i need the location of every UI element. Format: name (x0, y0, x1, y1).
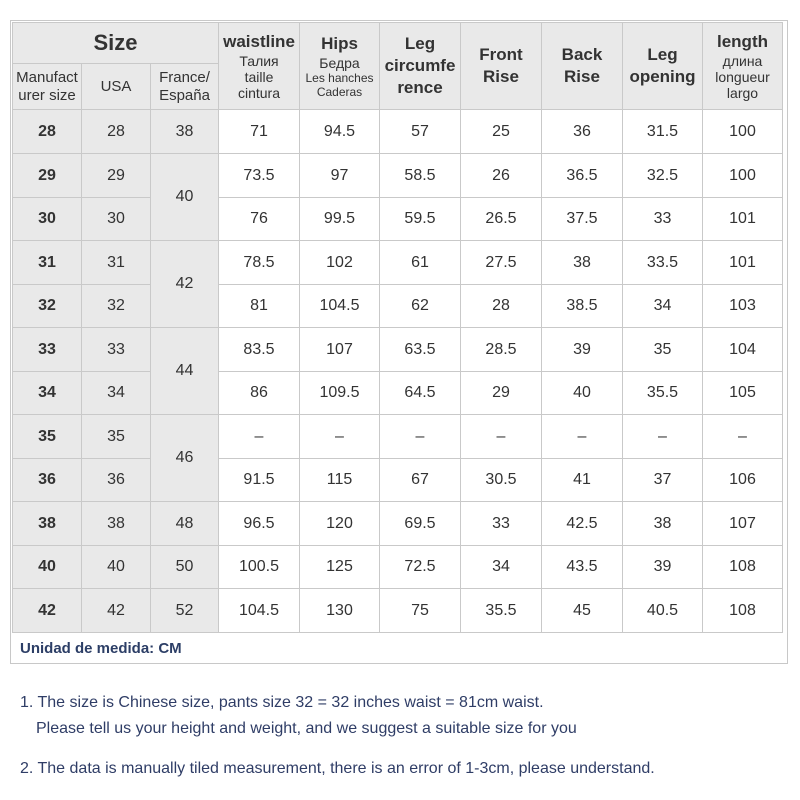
notes (20, 690, 790, 782)
table-row (12, 415, 783, 459)
length-cell: 108 (703, 546, 783, 589)
back-rise-cell: 38.5 (542, 285, 623, 328)
france-espana-size-cell: 46 (151, 415, 219, 502)
back-rise-header: Back Rise (542, 22, 623, 110)
length-cell: 105 (703, 372, 783, 415)
hips-header: Hips Бедра Les hanches Caderas (300, 22, 380, 110)
hips-cell: 120 (300, 502, 380, 546)
back-rise-cell: 45 (542, 589, 623, 633)
france-espana-size-cell: 52 (151, 589, 219, 633)
front-rise-cell: 26.5 (461, 198, 542, 241)
length-cell: 101 (703, 198, 783, 241)
front-rise-cell: 28.5 (461, 328, 542, 372)
waistline-cell: 91.5 (219, 459, 300, 502)
hips-cell: 130 (300, 589, 380, 633)
back-rise-cell: 36.5 (542, 154, 623, 198)
usa-size-cell: 32 (82, 285, 151, 328)
length-cell: 107 (703, 502, 783, 546)
table-row (12, 110, 783, 154)
waistline-cell: 81 (219, 285, 300, 328)
hips-cell: 97 (300, 154, 380, 198)
leg-circumference-cell: 69.5 (380, 502, 461, 546)
france-espana-size-cell: 50 (151, 546, 219, 589)
table-row (12, 241, 783, 285)
length-cell: 100 (703, 110, 783, 154)
back-rise-cell: 40 (542, 372, 623, 415)
waistline-cell: 83.5 (219, 328, 300, 372)
front-rise-cell: 29 (461, 372, 542, 415)
hips-cell: 94.5 (300, 110, 380, 154)
back-rise-cell: 38 (542, 241, 623, 285)
length-cell: 108 (703, 589, 783, 633)
usa-size-cell: 34 (82, 372, 151, 415)
back-rise-cell: – (542, 415, 623, 459)
usa-size-cell: 42 (82, 589, 151, 633)
manufacturer-size-cell: 34 (12, 372, 82, 415)
waistline-cell: 78.5 (219, 241, 300, 285)
length-header: length длина longueur largo (703, 22, 783, 110)
hips-cell: 109.5 (300, 372, 380, 415)
leg-circumference-cell: 57 (380, 110, 461, 154)
leg-opening-cell: 38 (623, 502, 703, 546)
back-rise-cell: 37.5 (542, 198, 623, 241)
leg-circumference-cell: 72.5 (380, 546, 461, 589)
manufacturer-size-cell: 33 (12, 328, 82, 372)
leg-circumference-cell: 63.5 (380, 328, 461, 372)
usa-size-cell: 31 (82, 241, 151, 285)
manufacturer-size-cell: 32 (12, 285, 82, 328)
back-rise-cell: 36 (542, 110, 623, 154)
front-rise-cell: 34 (461, 546, 542, 589)
leg-opening-cell: 40.5 (623, 589, 703, 633)
hips-cell: 102 (300, 241, 380, 285)
size-header: Size (12, 22, 219, 64)
back-rise-cell: 43.5 (542, 546, 623, 589)
leg-circumference-cell: 67 (380, 459, 461, 502)
table-row (12, 328, 783, 372)
france-espana-size-cell: 44 (151, 328, 219, 415)
front-rise-cell: 26 (461, 154, 542, 198)
usa-size-cell: 33 (82, 328, 151, 372)
leg-opening-cell: 31.5 (623, 110, 703, 154)
leg-circumference-cell: 59.5 (380, 198, 461, 241)
usa-size-cell: 35 (82, 415, 151, 459)
leg-opening-header: Leg opening (623, 22, 703, 110)
leg-circumference-cell: – (380, 415, 461, 459)
length-cell: 104 (703, 328, 783, 372)
leg-opening-cell: 35.5 (623, 372, 703, 415)
length-cell: 103 (703, 285, 783, 328)
usa-size-cell: 36 (82, 459, 151, 502)
table-row (12, 372, 783, 415)
front-rise-cell: 25 (461, 110, 542, 154)
length-cell: 100 (703, 154, 783, 198)
france-espana-size-cell: 42 (151, 241, 219, 328)
manufacturer-size-header: Manufact urer size (12, 64, 82, 110)
size-chart-table (12, 22, 783, 633)
usa-size-cell: 29 (82, 154, 151, 198)
front-rise-cell: 27.5 (461, 241, 542, 285)
table-row (12, 502, 783, 546)
table-row (12, 285, 783, 328)
waistline-cell: 100.5 (219, 546, 300, 589)
france-espana-header: France/ España (151, 64, 219, 110)
note-1: 1. The size is Chinese size, pants size 32 = 32 inches waist = 81cm waist. (20, 694, 544, 711)
leg-opening-cell: 39 (623, 546, 703, 589)
waistline-cell: 76 (219, 198, 300, 241)
leg-opening-cell: 34 (623, 285, 703, 328)
france-espana-size-cell: 40 (151, 154, 219, 241)
leg-circumference-header: Leg circumfe rence (380, 22, 461, 110)
length-cell: 101 (703, 241, 783, 285)
note-1-continued: Please tell us your height and weight, and we suggest a suitable size for you (36, 720, 577, 737)
waistline-cell: 73.5 (219, 154, 300, 198)
manufacturer-size-cell: 31 (12, 241, 82, 285)
manufacturer-size-cell: 42 (12, 589, 82, 633)
usa-size-cell: 30 (82, 198, 151, 241)
hips-cell: 125 (300, 546, 380, 589)
waistline-cell: 104.5 (219, 589, 300, 633)
usa-size-cell: 40 (82, 546, 151, 589)
waistline-cell: 71 (219, 110, 300, 154)
waistline-cell: 86 (219, 372, 300, 415)
usa-size-cell: 38 (82, 502, 151, 546)
length-cell: 106 (703, 459, 783, 502)
back-rise-cell: 41 (542, 459, 623, 502)
table-row (12, 546, 783, 589)
back-rise-cell: 39 (542, 328, 623, 372)
leg-circumference-cell: 62 (380, 285, 461, 328)
manufacturer-size-cell: 28 (12, 110, 82, 154)
france-espana-size-cell: 48 (151, 502, 219, 546)
hips-cell: 104.5 (300, 285, 380, 328)
leg-circumference-cell: 58.5 (380, 154, 461, 198)
waistline-cell: 96.5 (219, 502, 300, 546)
front-rise-cell: 33 (461, 502, 542, 546)
leg-opening-cell: 37 (623, 459, 703, 502)
leg-opening-cell: 33 (623, 198, 703, 241)
length-cell: – (703, 415, 783, 459)
leg-circumference-cell: 75 (380, 589, 461, 633)
waistline-cell: – (219, 415, 300, 459)
leg-opening-cell: 32.5 (623, 154, 703, 198)
manufacturer-size-cell: 30 (12, 198, 82, 241)
unit-note: Unidad de medida: CM (20, 640, 182, 657)
front-rise-cell: – (461, 415, 542, 459)
leg-opening-cell: – (623, 415, 703, 459)
manufacturer-size-cell: 40 (12, 546, 82, 589)
table-row (12, 198, 783, 241)
manufacturer-size-cell: 36 (12, 459, 82, 502)
front-rise-cell: 28 (461, 285, 542, 328)
hips-cell: 115 (300, 459, 380, 502)
front-rise-cell: 30.5 (461, 459, 542, 502)
table-row (12, 154, 783, 198)
manufacturer-size-cell: 29 (12, 154, 82, 198)
waistline-header: waistline Талия taille cintura (219, 22, 300, 110)
hips-cell: 99.5 (300, 198, 380, 241)
front-rise-header: Front Rise (461, 22, 542, 110)
manufacturer-size-cell: 38 (12, 502, 82, 546)
leg-circumference-cell: 64.5 (380, 372, 461, 415)
usa-header: USA (82, 64, 151, 110)
leg-circumference-cell: 61 (380, 241, 461, 285)
usa-size-cell: 28 (82, 110, 151, 154)
france-espana-size-cell: 38 (151, 110, 219, 154)
note-2: 2. The data is manually tiled measurement, there is an error of 1-3cm, please understand. (20, 760, 655, 777)
back-rise-cell: 42.5 (542, 502, 623, 546)
leg-opening-cell: 33.5 (623, 241, 703, 285)
leg-opening-cell: 35 (623, 328, 703, 372)
table-row (12, 589, 783, 633)
hips-cell: 107 (300, 328, 380, 372)
front-rise-cell: 35.5 (461, 589, 542, 633)
table-row (12, 459, 783, 502)
hips-cell: – (300, 415, 380, 459)
manufacturer-size-cell: 35 (12, 415, 82, 459)
